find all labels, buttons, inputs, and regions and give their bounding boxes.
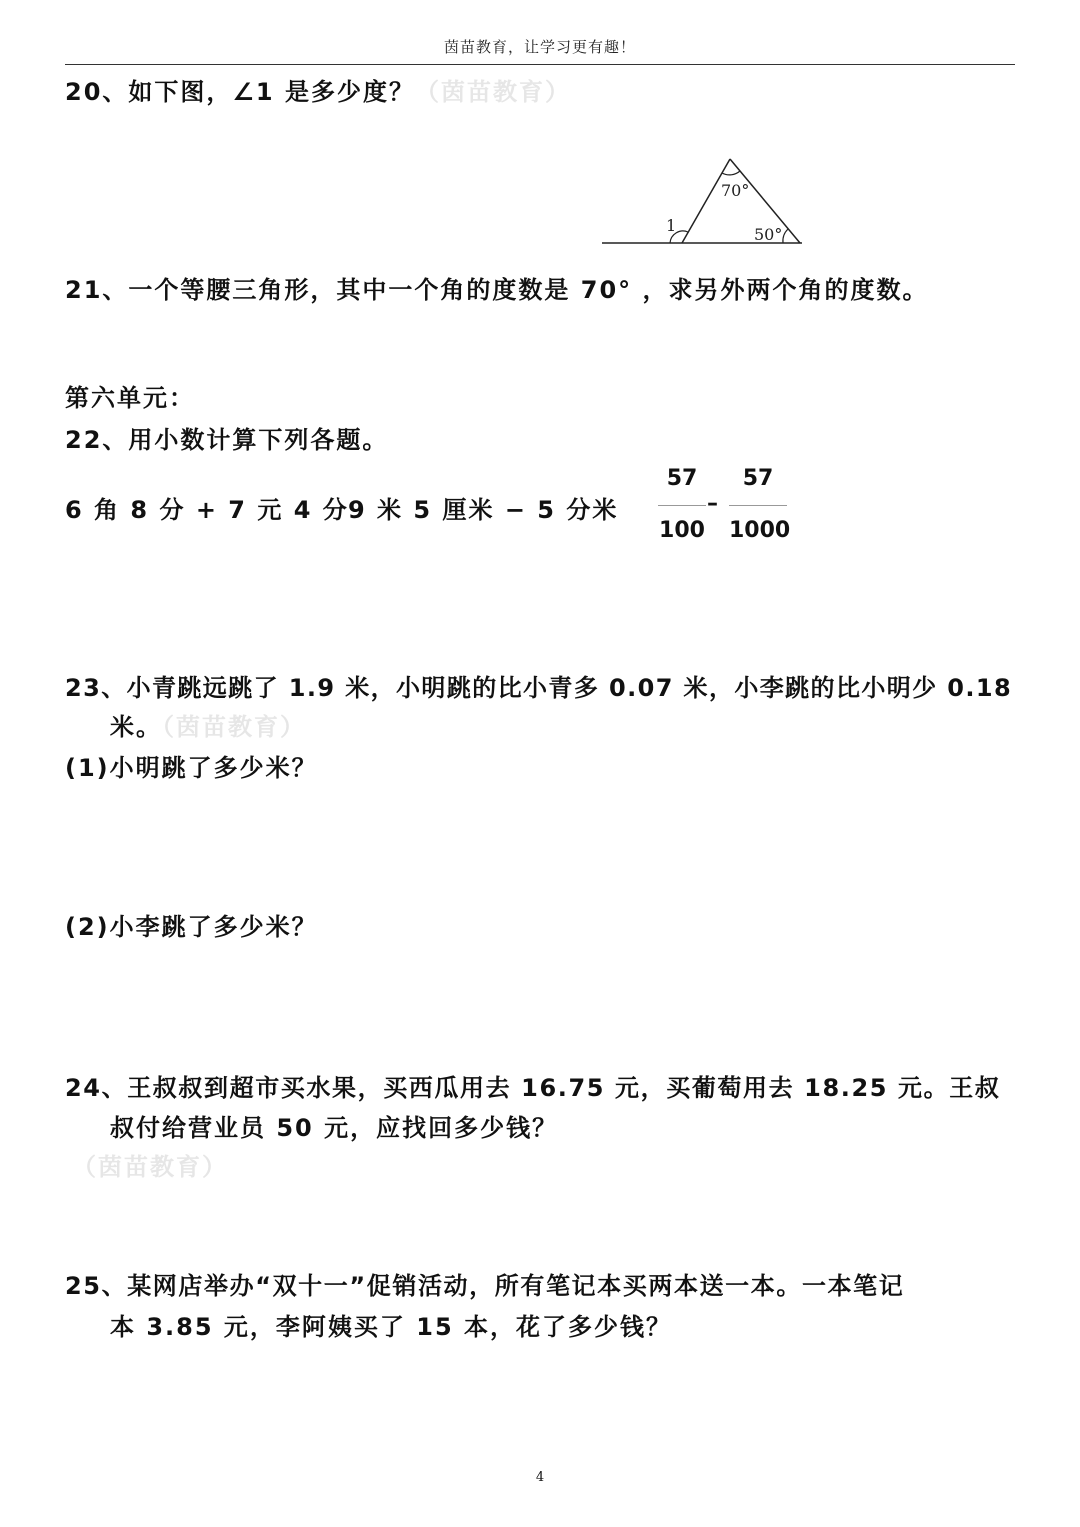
fraction-1-denominator: 100 xyxy=(659,518,705,543)
angle-arc-top xyxy=(722,171,740,175)
question-23-sub-2: (2)小李跳了多少米？ xyxy=(65,913,318,941)
unit-title: 第六单元： xyxy=(65,384,195,412)
angle-label-1: 1 xyxy=(666,216,677,235)
fraction-1 xyxy=(658,466,706,543)
question-25-line-1: 25、某网店举办“双十一”促销活动，所有笔记本买两本送一本。一本笔记 xyxy=(65,1272,905,1300)
watermark: （茵苗教育） xyxy=(414,78,571,106)
angle-arc-right xyxy=(783,229,788,243)
question-23-line-2 xyxy=(110,707,306,742)
minus-sign: – xyxy=(707,491,718,516)
expression-1: 6 角 8 分 + 7 元 4 分 xyxy=(65,496,349,524)
fraction-1-numerator: 57 xyxy=(666,466,698,491)
page-header: 茵苗教育，让学习更有趣！ xyxy=(443,38,636,56)
angle-label-right: 50° xyxy=(754,225,783,244)
question-25-line-2: 本 3.85 元，李阿姨买了 15 本，花了多少钱？ xyxy=(110,1313,673,1341)
watermark: （茵苗教育） xyxy=(162,713,306,741)
triangle-figure xyxy=(600,150,810,250)
question-21: 21、一个等腰三角形，其中一个角的度数是 70° ，求另外两个角的度数。 xyxy=(65,276,929,304)
fraction-2-numerator: 57 xyxy=(742,466,774,491)
watermark: （茵苗教育） xyxy=(72,1153,228,1181)
question-20 xyxy=(65,72,571,107)
fraction-2-bar xyxy=(729,505,787,506)
header-divider xyxy=(65,64,1015,65)
page-number: 4 xyxy=(535,1470,545,1485)
angle-label-top: 70° xyxy=(721,181,750,200)
question-23-line-1: 23、小青跳远跳了 1.9 米，小明跳的比小青多 0.07 米，小李跳的比小明少 0.18 xyxy=(65,674,1013,702)
question-22: 22、用小数计算下列各题。 xyxy=(65,426,389,454)
expression-2: 9 米 5 厘米 − 5 分米 xyxy=(348,496,619,524)
question-24-line-1: 24、王叔叔到超市买水果，买西瓜用去 16.75 元，买葡萄用去 18.25 元。王叔 xyxy=(65,1074,1001,1102)
triangle-left-side xyxy=(682,159,730,243)
question-23-line-2-text: 米。 xyxy=(110,713,162,741)
fraction-1-bar xyxy=(658,505,706,506)
question-20-text: 20、如下图，∠1 是多少度？ xyxy=(65,78,415,106)
fraction-2 xyxy=(729,466,791,543)
question-23-sub-1: (1)小明跳了多少米？ xyxy=(65,754,318,782)
question-24-line-2: 叔付给营业员 50 元，应找回多少钱？ xyxy=(110,1114,559,1142)
fraction-2-denominator: 1000 xyxy=(729,518,791,543)
